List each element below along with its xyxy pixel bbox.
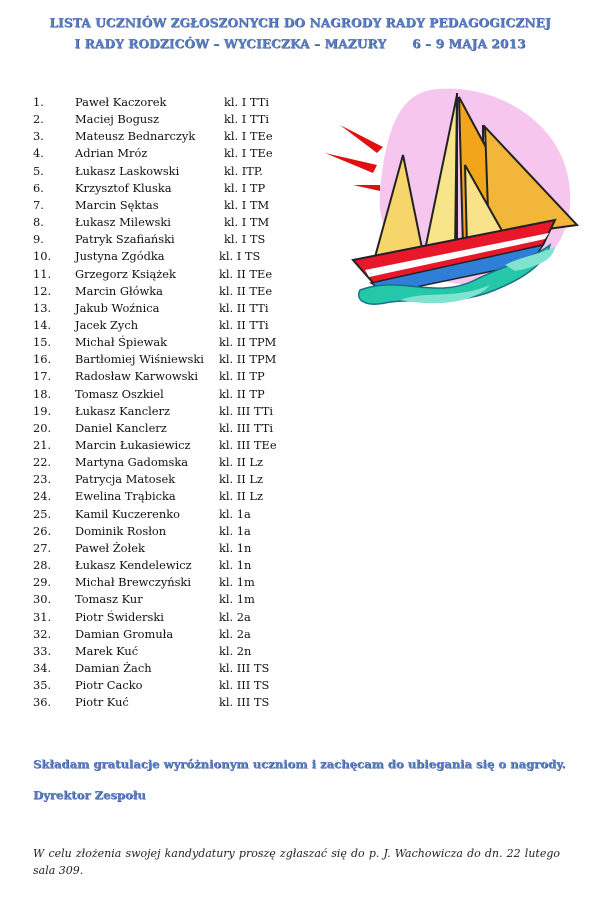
student-name: Patrycja Matosek: [75, 472, 176, 487]
student-class: kl. II Lz: [219, 472, 263, 487]
list-item: [0, 197, 330, 214]
student-number: 15.: [33, 335, 52, 350]
student-name: Łukasz Kendelewicz: [75, 558, 192, 573]
list-item: [0, 145, 330, 162]
list-item: [0, 609, 330, 626]
list-item: [0, 300, 330, 317]
student-number: 19.: [33, 403, 52, 418]
list-item: [0, 574, 330, 591]
student-number: 18.: [33, 386, 52, 401]
student-class: kl. 1m: [219, 575, 255, 590]
list-item: [0, 677, 330, 694]
student-name: Patryk Szafiański: [75, 232, 175, 247]
list-item: [0, 266, 330, 283]
student-name: Marcin Łukasiewicz: [75, 438, 191, 452]
student-name: Justyna Zgódka: [75, 249, 165, 264]
student-number: 14.: [33, 317, 52, 332]
student-class: kl. I TTi: [224, 95, 269, 109]
student-number: 5.: [33, 163, 44, 178]
student-number: 1.: [33, 95, 44, 109]
list-item: [0, 540, 330, 557]
student-class: kl. III TTi: [219, 420, 273, 435]
student-class: kl. II Lz: [219, 489, 263, 504]
student-class: kl. I TP: [224, 180, 266, 195]
trip-date: 6 – 9 MAJA 2013: [412, 37, 526, 51]
student-name: Jakub Woźnica: [75, 300, 160, 315]
student-name: Damian Żach: [75, 660, 152, 675]
list-item: [0, 471, 330, 488]
student-class: kl. I TM: [224, 215, 270, 230]
student-number: 17.: [33, 369, 52, 384]
student-name: Krzysztof Kluska: [75, 180, 172, 195]
student-name: Michał Śpiewak: [75, 335, 168, 350]
student-name: Ewelina Trąbicka: [75, 489, 176, 504]
student-number: 12.: [33, 283, 52, 298]
student-name: Grzegorz Książek: [75, 266, 176, 281]
list-item: [0, 626, 330, 643]
student-class: kl. 2a: [219, 609, 251, 624]
list-item: [0, 454, 330, 471]
student-class: kl. II TPM: [219, 335, 277, 350]
student-name: Paweł Kaczorek: [75, 95, 167, 109]
student-class: kl. I TEe: [224, 146, 273, 161]
student-name: Adrian Mróz: [75, 146, 148, 161]
student-number: 6.: [33, 180, 44, 195]
student-name: Łukasz Laskowski: [75, 163, 180, 178]
student-name: Bartłomiej Wiśniewski: [75, 352, 204, 367]
list-item: [0, 351, 330, 368]
student-name: Łukasz Kanclerz: [75, 403, 170, 418]
list-item: [0, 488, 330, 505]
student-number: 2.: [33, 112, 44, 127]
list-item: [0, 248, 330, 265]
student-number: 9.: [33, 232, 44, 247]
student-name: Mateusz Bednarczyk: [75, 129, 196, 144]
list-item: [0, 403, 330, 420]
list-item: [0, 386, 330, 403]
student-name: Damian Gromuła: [75, 626, 174, 641]
student-number: 21.: [33, 438, 52, 452]
student-name: Tomasz Kur: [75, 592, 143, 607]
student-name: Daniel Kanclerz: [75, 420, 167, 435]
student-class: kl. I TS: [224, 232, 266, 247]
list-item: [0, 317, 330, 334]
student-number: 7.: [33, 197, 44, 212]
student-class: kl. II TTi: [219, 317, 269, 332]
subtitle-trip: I RADY RODZICÓW – WYCIECZKA – MAZURY: [74, 37, 387, 51]
student-class: kl. III TEe: [219, 438, 277, 452]
student-name: Marcin Sęktas: [75, 197, 159, 212]
student-number: 35.: [33, 678, 52, 693]
list-item: [0, 694, 330, 711]
student-class: kl. II TPM: [219, 352, 277, 367]
list-item: [0, 111, 330, 128]
student-class: kl. 1a: [219, 506, 251, 521]
list-item: [0, 557, 330, 574]
list-item: [0, 163, 330, 180]
student-name: Maciej Bogusz: [75, 112, 160, 127]
student-class: kl. I TM: [224, 197, 270, 212]
list-item: [0, 420, 330, 437]
student-class: kl. 1n: [219, 540, 252, 555]
student-number: 30.: [33, 592, 52, 607]
student-class: kl. II TTi: [219, 300, 269, 315]
congratulations-text: Składam gratulacje wyróżnionym uczniom i zachęcam do ubiegania się o nagrody.: [33, 757, 566, 771]
student-name: Radosław Karwowski: [75, 369, 198, 384]
sailboat-icon: [305, 85, 585, 310]
student-number: 24.: [33, 489, 52, 504]
student-name: Tomasz Oszkiel: [75, 386, 164, 401]
student-class: kl. II Lz: [219, 455, 263, 470]
student-number: 4.: [33, 146, 44, 161]
student-name: Łukasz Milewski: [75, 215, 171, 230]
student-number: 29.: [33, 575, 52, 590]
student-name: Michał Brewczyński: [75, 575, 191, 590]
student-class: kl. III TS: [219, 695, 270, 710]
student-number: 11.: [33, 266, 52, 281]
student-class: kl. II TEe: [219, 266, 273, 281]
list-item: [0, 334, 330, 351]
list-item: [0, 231, 330, 248]
student-number: 27.: [33, 540, 52, 555]
list-item: [0, 128, 330, 145]
student-class: kl. 2a: [219, 626, 251, 641]
list-item: [0, 214, 330, 231]
student-number: 3.: [33, 129, 44, 144]
student-number: 36.: [33, 695, 52, 710]
student-class: kl. ITP.: [224, 163, 263, 178]
list-item: [0, 180, 330, 197]
student-name: Piotr Kuć: [75, 695, 129, 710]
student-name: Martyna Gadomska: [75, 455, 189, 470]
student-class: kl. I TTi: [224, 112, 269, 127]
student-name: Marcin Główka: [75, 283, 163, 298]
student-class: kl. I TEe: [224, 129, 273, 144]
student-number: 20.: [33, 420, 52, 435]
student-number: 28.: [33, 558, 52, 573]
student-number: 25.: [33, 506, 52, 521]
submission-note: W celu złożenia swojej kandydatury proszę zgłaszać się do p. J. Wachowicza do dn. 22 lutego sala 309.: [33, 847, 560, 877]
student-name: Piotr Świderski: [75, 609, 164, 624]
list-item: [0, 660, 330, 677]
list-item: [0, 437, 330, 454]
student-number: 31.: [33, 609, 52, 624]
student-class: kl. 1a: [219, 523, 251, 538]
student-class: kl. II TEe: [219, 283, 273, 298]
student-class: kl. I TS: [219, 249, 261, 264]
list-item: [0, 643, 330, 660]
student-class: kl. 1m: [219, 592, 255, 607]
student-class: kl. II TP: [219, 369, 265, 384]
student-number: 22.: [33, 455, 52, 470]
student-class: kl. II TP: [219, 386, 265, 401]
list-item: [0, 591, 330, 608]
student-name: Marek Kuć: [75, 643, 139, 658]
student-name: Paweł Żołek: [75, 540, 145, 555]
list-item: [0, 506, 330, 523]
list-item: [0, 283, 330, 300]
page-subtitle: [0, 37, 600, 51]
list-item: [0, 94, 330, 111]
student-number: 33.: [33, 643, 52, 658]
student-name: Dominik Rosłon: [75, 523, 167, 538]
student-number: 26.: [33, 523, 52, 538]
page-title: LISTA UCZNIÓW ZGŁOSZONYCH DO NAGRODY RADY PEDAGOGICZNEJ: [49, 16, 551, 30]
list-item: [0, 368, 330, 385]
student-class: kl. III TS: [219, 660, 270, 675]
student-class: kl. 1n: [219, 558, 252, 573]
student-name: Kamil Kuczerenko: [75, 506, 181, 521]
student-class: kl. III TS: [219, 678, 270, 693]
student-number: 8.: [33, 215, 44, 230]
list-item: [0, 523, 330, 540]
signature: Dyrektor Zespołu: [33, 788, 146, 802]
student-number: 23.: [33, 472, 52, 487]
student-number: 10.: [33, 249, 52, 264]
student-number: 34.: [33, 660, 52, 675]
student-name: Piotr Cacko: [75, 678, 143, 693]
student-name: Jacek Zych: [75, 317, 139, 332]
student-number: 32.: [33, 626, 52, 641]
student-number: 13.: [33, 300, 52, 315]
student-number: 16.: [33, 352, 52, 367]
student-class: kl. 2n: [219, 643, 252, 658]
student-class: kl. III TTi: [219, 403, 273, 418]
